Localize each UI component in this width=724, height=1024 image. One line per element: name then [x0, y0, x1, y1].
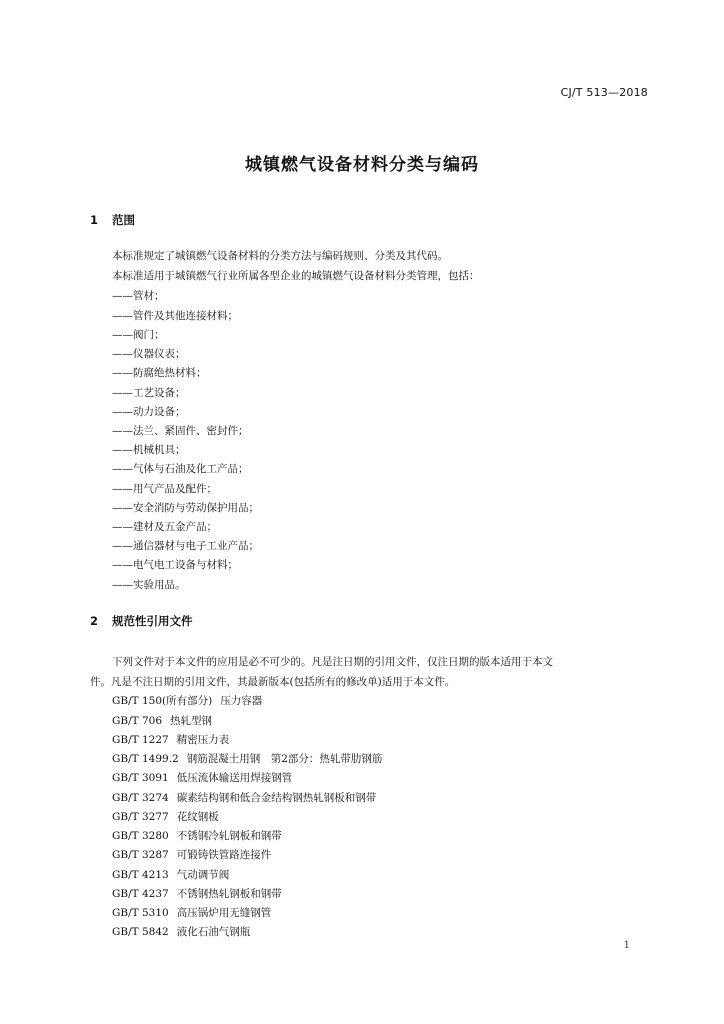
reference-item [112, 732, 229, 747]
reference-item [112, 828, 282, 843]
reference-code: GB/T 150(所有部分) [112, 695, 213, 707]
document-title: 城镇燃气设备材料分类与编码 [245, 155, 479, 175]
list-item: ——防腐绝热材料； [112, 367, 207, 379]
reference-code: GB/T 1227 [112, 734, 169, 746]
reference-code: GB/T 5310 [112, 907, 169, 919]
reference-code: GB/T 4213 [112, 869, 169, 881]
reference-code: GB/T 3277 [112, 811, 169, 823]
reference-code: GB/T 3274 [112, 792, 169, 804]
reference-item [112, 809, 219, 824]
reference-item [112, 693, 262, 708]
reference-code: GB/T 706 [112, 715, 163, 727]
reference-item [112, 713, 212, 728]
list-item: ——建材及五金产品； [112, 521, 217, 533]
list-item: ——管件及其他连接材料； [112, 310, 238, 322]
section-number: 2 [90, 614, 99, 628]
reference-title: 液化石油气钢瓶 [176, 926, 251, 938]
reference-title: 低压流体输送用焊接钢管 [176, 772, 293, 784]
reference-code: GB/T 3287 [112, 849, 169, 861]
reference-title: 热轧型钢 [170, 715, 213, 727]
reference-code: GB/T 4237 [112, 888, 169, 900]
page-number: 1 [623, 940, 630, 951]
reference-item [112, 867, 229, 882]
reference-title: 钢筋混凝土用钢 第2部分：热轧带肋钢筋 [186, 753, 383, 765]
paragraph: 本标准适用于城镇燃气行业所属各型企业的城镇燃气设备材料分类管理，包括： [112, 270, 480, 282]
reference-title: 不锈钢热轧钢板和钢带 [176, 888, 282, 900]
list-item: ——安全消防与劳动保护用品； [112, 502, 259, 514]
list-item: ——工艺设备； [112, 387, 186, 399]
list-item: ——管材； [112, 290, 165, 302]
list-item: ——仪器仪表； [112, 348, 186, 360]
section-2-heading [90, 613, 193, 629]
reference-title: 高压锅炉用无缝钢管 [176, 907, 272, 919]
paragraph: 本标准规定了城镇燃气设备材料的分类方法与编码规则、分类及其代码。 [112, 250, 448, 262]
reference-item [112, 751, 382, 766]
reference-item [112, 905, 271, 920]
section-title: 范围 [112, 213, 135, 227]
list-item: ——实验用品。 [112, 579, 186, 591]
reference-title: 精密压力表 [176, 734, 230, 746]
reference-code: GB/T 5842 [112, 926, 169, 938]
list-item: ——通信器材与电子工业产品； [112, 540, 259, 552]
list-item: ——阀门； [112, 329, 165, 341]
reference-code: GB/T 3280 [112, 830, 169, 842]
section-title: 规范性引用文件 [112, 614, 193, 628]
reference-title: 可锻铸铁管路连接件 [176, 849, 272, 861]
list-item: ——电气电工设备与材料； [112, 559, 238, 571]
list-item: ——动力设备； [112, 406, 186, 418]
paragraph-continuation: 件。凡是不注日期的引用文件，其最新版本(包括所有的修改单)适用于本文件。 [90, 676, 456, 688]
list-item: ——用气产品及配件； [112, 483, 217, 495]
list-item: ——法兰、紧固件、密封件； [112, 425, 249, 437]
reference-title: 不锈钢冷轧钢板和钢带 [176, 830, 282, 842]
reference-code: GB/T 3091 [112, 772, 169, 784]
reference-title: 花纹钢板 [176, 811, 219, 823]
reference-item [112, 790, 376, 805]
reference-code: GB/T 1499.2 [112, 753, 179, 765]
reference-title: 气动调节阀 [176, 869, 230, 881]
section-1-heading [90, 212, 135, 228]
standard-code: CJ/T 513—2018 [560, 86, 648, 99]
reference-item [112, 924, 250, 939]
paragraph: 下列文件对于本文件的应用是必不可少的。凡是注日期的引用文件，仅注日期的版本适用于本文 [112, 656, 553, 668]
section-number: 1 [90, 213, 99, 227]
reference-title: 压力容器 [220, 695, 263, 707]
reference-item [112, 847, 271, 862]
reference-item [112, 886, 282, 901]
reference-item [112, 770, 292, 785]
list-item: ——机械机具； [112, 444, 186, 456]
list-item: ——气体与石油及化工产品； [112, 463, 249, 475]
reference-title: 碳素结构钢和低合金结构钢热轧钢板和钢带 [176, 792, 377, 804]
